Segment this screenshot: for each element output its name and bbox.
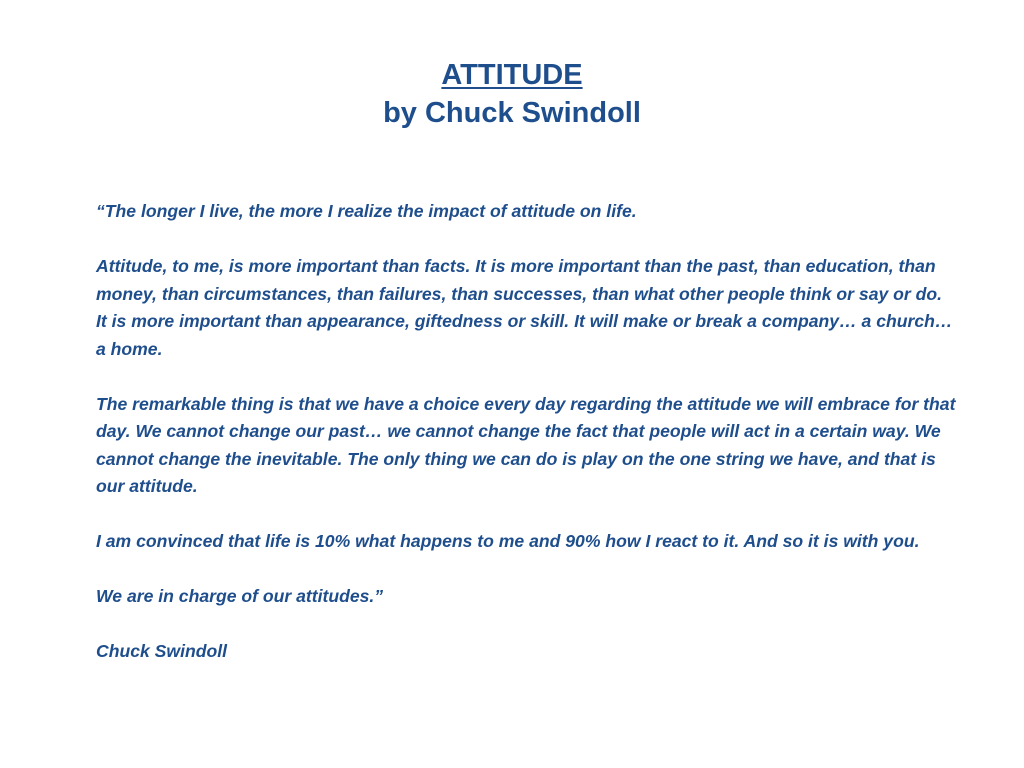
quote-paragraph-4: I am convinced that life is 10% what happens to me and 90% how I react to it. And so it is with you. xyxy=(96,531,920,551)
quote-paragraph-5: We are in charge of our attitudes.” xyxy=(96,586,384,606)
quote-body xyxy=(96,198,956,666)
slide-title: ATTITUDE xyxy=(441,59,583,91)
slide-subtitle: by Chuck Swindoll xyxy=(383,97,641,129)
quote-paragraph-3: The remarkable thing is that we have a choice every day regarding the attitude we will embrace for that day. We cannot change our past… we cannot change the fact that people will act in a certain way. We cannot change the inevitable. The only thing we can do is play on the one string we have, and that is our attitude. xyxy=(96,393,956,496)
quote-attribution: Chuck Swindoll xyxy=(96,641,227,661)
quote-paragraph-2: Attitude, to me, is more important than facts. It is more important than the past, than education, than money, than circumstances, than failures, than successes, than what other people think or say or do. It is more important than appearance, giftedness or skill. It will make or break a company… a church… a home. xyxy=(96,256,953,359)
quote-paragraph-1: “The longer I live, the more I realize the impact of attitude on life. xyxy=(96,201,637,221)
title-block xyxy=(0,56,1024,132)
